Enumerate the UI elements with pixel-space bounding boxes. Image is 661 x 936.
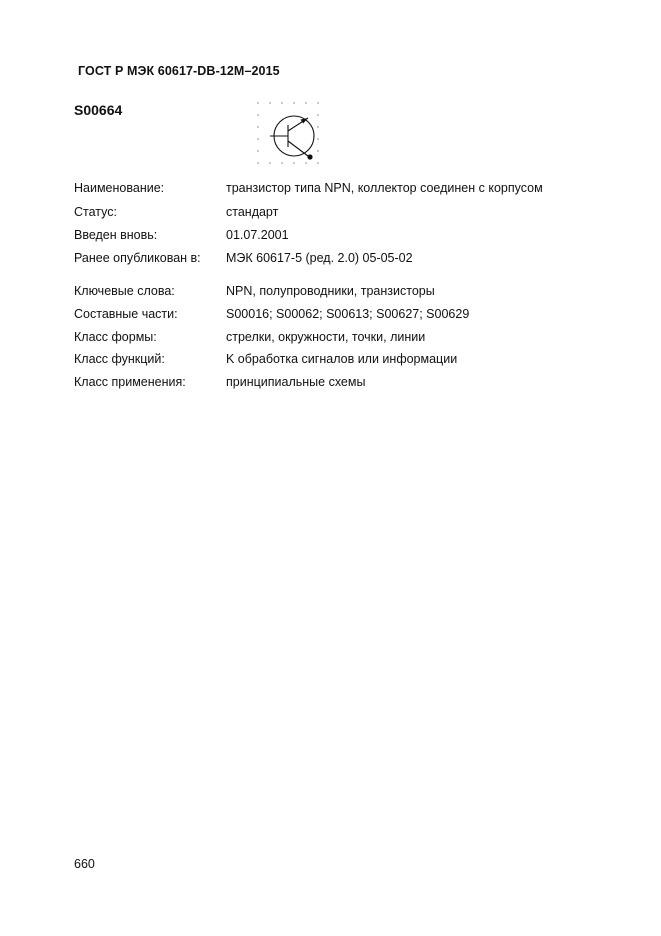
field-value: S00016; S00062; S00613; S00627; S00629 (226, 307, 470, 321)
field-value: принципиальные схемы (226, 375, 366, 389)
field-label: Составные части: (74, 307, 178, 321)
field-label: Наименование: (74, 181, 165, 195)
field-label: Ключевые слова: (74, 284, 175, 298)
symbol-code: S00664 (74, 102, 123, 118)
field-value: стандарт (226, 205, 279, 219)
field-label: Ранее опубликован в: (74, 251, 201, 265)
field-value: 01.07.2001 (226, 228, 289, 242)
field-value: K обработка сигналов или информации (226, 352, 458, 366)
npn-transistor-collector-to-case-icon (252, 98, 326, 170)
case-connection-dot (307, 154, 312, 159)
field-value: NPN, полупроводники, транзисторы (226, 284, 435, 298)
field-label: Класс применения: (74, 375, 186, 389)
field-label: Класс функций: (74, 352, 165, 366)
field-value: стрелки, окружности, точки, линии (226, 330, 426, 344)
field-label: Класс формы: (74, 330, 157, 344)
field-value: МЭК 60617-5 (ред. 2.0) 05-05-02 (226, 251, 413, 265)
field-value: транзистор типа NPN, коллектор соединен с корпусом (226, 181, 543, 195)
page-number: 660 (74, 857, 95, 871)
collector-lead (288, 141, 308, 156)
field-label: Статус: (74, 205, 117, 219)
field-label: Введен вновь: (74, 228, 158, 242)
document-header: ГОСТ Р МЭК 60617-DB-12M–2015 (78, 64, 280, 78)
